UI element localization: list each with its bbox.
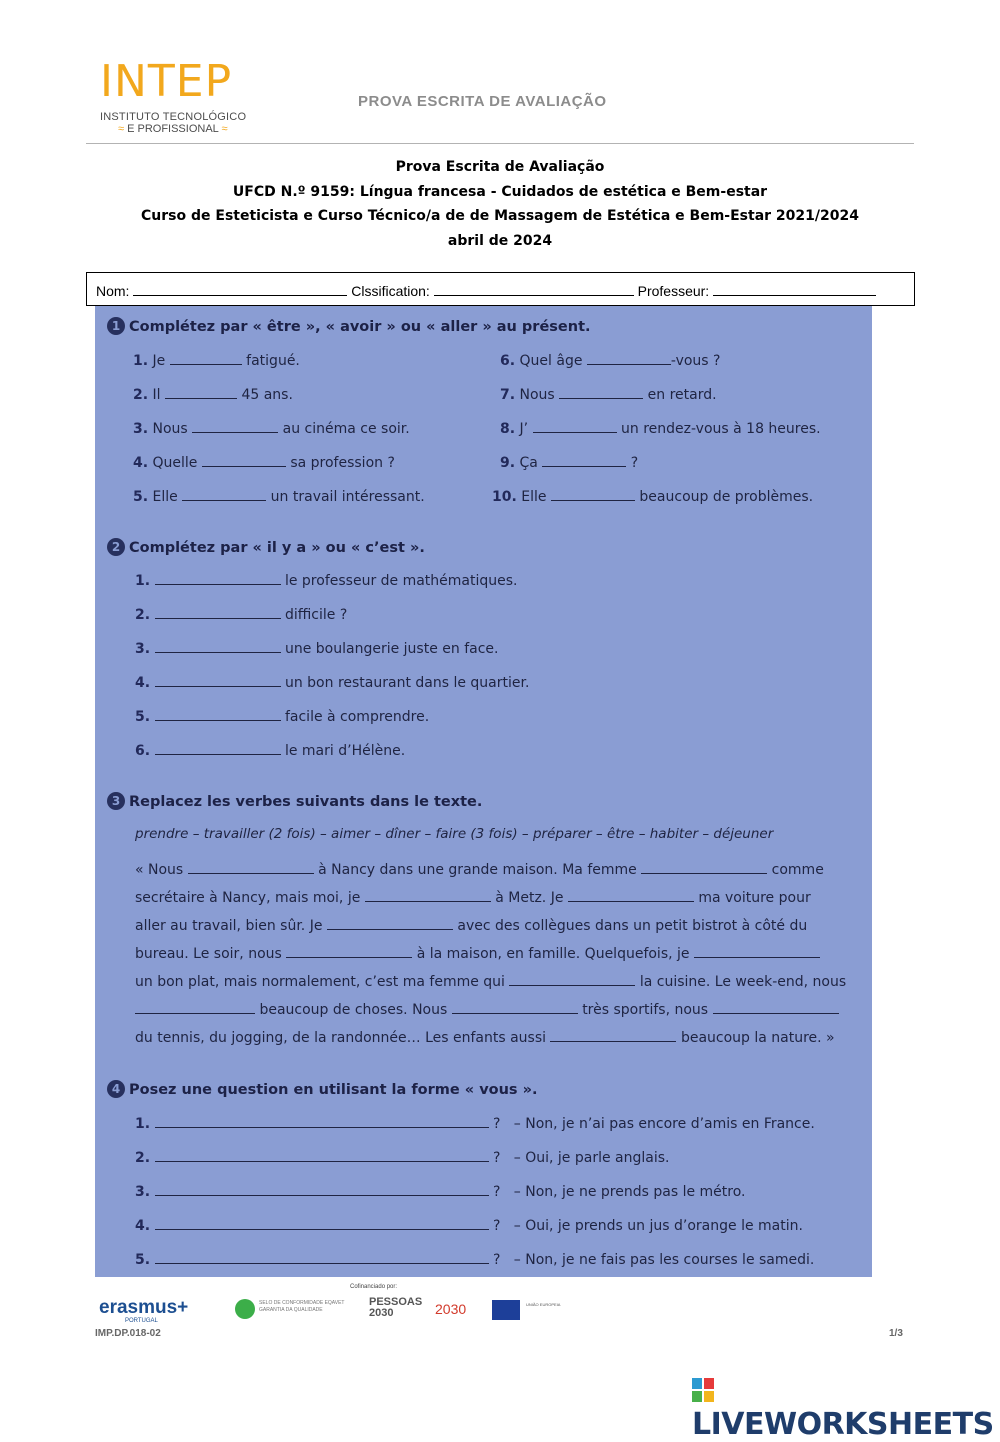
ex4-item-5: 5. ? – Non, je ne fais pas les courses le samedi. — [135, 1252, 815, 1268]
ex4-item-2: 2. ? – Oui, je parle anglais. — [135, 1150, 670, 1166]
student-info-box — [86, 272, 915, 306]
ex3-line-3: aller au travail, bien sûr. Je avec des collègues dans un petit bistrot à côté du — [135, 918, 808, 934]
ex3-blank-7[interactable] — [694, 946, 820, 958]
erasmus-subtitle: PORTUGAL — [125, 1318, 158, 1324]
ex3-blank-12[interactable] — [550, 1030, 676, 1042]
ex2-item-2: 2. difficile ? — [135, 607, 348, 623]
exercise-3-badge: 3 — [107, 792, 125, 810]
ex3-line-1: « Nous à Nancy dans une grande maison. Ma femme comme — [135, 862, 824, 878]
funding-logos — [95, 1284, 565, 1334]
ex3-blank-11[interactable] — [713, 1002, 839, 1014]
eu-text: UNIÃO EUROPEIA — [526, 1302, 561, 1307]
exercise-1-badge: 1 — [107, 317, 125, 335]
document-code: IMP.DP.018-02 — [95, 1328, 161, 1339]
liveworksheets-text: LIVEWORKSHEETS — [692, 1407, 994, 1442]
nom-field[interactable] — [133, 284, 347, 296]
ex2-answer-3[interactable] — [155, 641, 281, 653]
ex3-line-5: un bon plat, mais normalement, c’est ma femme qui la cuisine. Le week-end, nous — [135, 974, 847, 990]
ex2-answer-1[interactable] — [155, 573, 281, 585]
cofinanced-label: Cofinanciado por: — [350, 1284, 398, 1290]
ex1-item-7: 7. Nous en retard. — [500, 387, 717, 403]
ex3-blank-3[interactable] — [365, 890, 491, 902]
title-line-4: abril de 2024 — [447, 232, 553, 249]
logo-subtitle-line1: INSTITUTO TECNOLÓGICO — [100, 111, 247, 123]
ex2-item-6: 6. le mari d’Hélène. — [135, 743, 406, 759]
ex3-blank-1[interactable] — [188, 862, 314, 874]
ex1-item-2: 2. Il 45 ans. — [133, 387, 293, 403]
header-divider — [86, 143, 914, 144]
eqavet-check-icon — [235, 1299, 255, 1319]
ex1-answer-4[interactable] — [202, 455, 286, 467]
logo-wordmark: INTEP — [100, 56, 233, 107]
exercise-3-verb-list: prendre – travailler (2 fois) – aimer – dîner – faire (3 fois) – préparer – être – habiter – déjeuner — [135, 826, 774, 842]
logo-subtitle-line2: E PROFISSIONAL — [127, 123, 219, 135]
ex2-item-4: 4. un bon restaurant dans le quartier. — [135, 675, 530, 691]
exercise-4-title — [107, 1080, 537, 1098]
ex1-answer-10[interactable] — [551, 489, 635, 501]
title-line-2: UFCD N.º 9159: Língua francesa - Cuidados de estética e Bem-estar — [232, 183, 768, 200]
ex3-blank-5[interactable] — [327, 918, 453, 930]
exercise-4-badge: 4 — [107, 1080, 125, 1098]
ex2-answer-4[interactable] — [155, 675, 281, 687]
ex1-item-6: 6. Quel âge -vous ? — [500, 353, 721, 369]
logo-subtitle-line2-wrap — [100, 123, 270, 135]
ex3-blank-2[interactable] — [641, 862, 767, 874]
ex1-answer-1[interactable] — [170, 353, 242, 365]
erasmus-logo: erasmus+ — [99, 1297, 189, 1318]
ex1-answer-9[interactable] — [542, 455, 626, 467]
ex4-item-1: 1. ? – Non, je n’ai pas encore d’amis en France. — [135, 1116, 815, 1132]
liveworksheets-watermark — [692, 1372, 1000, 1442]
ex2-answer-6[interactable] — [155, 743, 281, 755]
title-line-1: Prova Escrita de Avaliação — [395, 159, 605, 175]
ex4-item-3: 3. ? – Non, je ne prends pas le métro. — [135, 1184, 746, 1200]
ex1-item-8: 8. J’ un rendez-vous à 18 heures. — [500, 421, 821, 437]
ex1-answer-5[interactable] — [182, 489, 266, 501]
ex1-answer-6[interactable] — [587, 353, 671, 365]
ex1-item-3: 3. Nous au cinéma ce soir. — [133, 421, 410, 437]
page-number: 1/3 — [889, 1328, 903, 1339]
liveworksheets-icon — [692, 1378, 714, 1402]
ex4-question-1[interactable] — [155, 1116, 489, 1128]
ex3-blank-8[interactable] — [509, 974, 635, 986]
ex2-answer-2[interactable] — [155, 607, 281, 619]
ex1-item-1: 1. Je fatigué. — [133, 353, 300, 369]
title-line-3: Curso de Esteticista e Curso Técnico/a de de Massagem de Estética e Bem-Estar 2021/2024 — [141, 208, 859, 224]
ex1-answer-3[interactable] — [192, 421, 278, 433]
ex1-answer-2[interactable] — [165, 387, 237, 399]
ex2-item-5: 5. facile à comprendre. — [135, 709, 430, 725]
ex4-question-2[interactable] — [155, 1150, 489, 1162]
ex4-question-4[interactable] — [155, 1218, 489, 1230]
exercise-1-title — [107, 317, 591, 335]
ex3-blank-10[interactable] — [452, 1002, 578, 1014]
ex1-item-10: 10. Elle beaucoup de problèmes. — [492, 489, 814, 505]
eqavet-text: SELO DE CONFORMIDADE EQAVET GARANTIA DA QUALIDADE — [259, 1300, 345, 1313]
exercise-3-title — [107, 792, 482, 810]
ex4-question-3[interactable] — [155, 1184, 489, 1196]
header-title: PROVA ESCRITA DE AVALIAÇÃO — [358, 93, 607, 110]
ex1-answer-7[interactable] — [559, 387, 643, 399]
professeur-label: Professeur: — [637, 283, 710, 299]
ex2-item-3: 3. une boulangerie juste en face. — [135, 641, 499, 657]
ex3-line-4: bureau. Le soir, nous à la maison, en famille. Quelquefois, je — [135, 946, 820, 962]
ex3-blank-6[interactable] — [286, 946, 412, 958]
portugal-2030-logo: 2030 — [435, 1301, 467, 1317]
ex2-answer-5[interactable] — [155, 709, 281, 721]
ex3-blank-9[interactable] — [135, 1002, 255, 1014]
ex1-item-5: 5. Elle un travail intéressant. — [133, 489, 425, 505]
wave-icon: ≈ — [118, 123, 128, 135]
ex4-item-4: 4. ? – Oui, je prends un jus d’orange le matin. — [135, 1218, 803, 1234]
professeur-field[interactable] — [713, 284, 876, 296]
ex3-line-6: beaucoup de choses. Nous très sportifs, nous — [135, 1002, 839, 1018]
exercise-1-title-text: Complétez par « être », « avoir » ou « aller » au présent. — [129, 319, 591, 335]
exercise-3-title-text: Replacez les verbes suivants dans le texte. — [129, 794, 483, 810]
exercise-4-title-text: Posez une question en utilisant la forme « vous ». — [129, 1082, 538, 1098]
ex1-item-4: 4. Quelle sa profession ? — [133, 455, 395, 471]
classification-label: Clssification: — [351, 283, 430, 299]
wave-icon: ≈ — [218, 123, 228, 135]
title-block — [0, 155, 1000, 253]
ex2-item-1: 1. le professeur de mathématiques. — [135, 573, 518, 589]
classification-field[interactable] — [434, 284, 634, 296]
nom-label: Nom: — [96, 283, 130, 299]
ex1-item-9: 9. Ça ? — [500, 455, 639, 471]
ex3-line-2: secrétaire à Nancy, mais moi, je à Metz. Je ma voiture pour — [135, 890, 811, 906]
eu-flag-icon — [492, 1300, 520, 1320]
exercise-scan — [95, 306, 872, 1277]
pessoas-2030-logo: PESSOAS 2030 — [369, 1296, 423, 1319]
ex4-question-5[interactable] — [155, 1252, 489, 1264]
exercise-2-title — [107, 538, 425, 556]
ex3-blank-4[interactable] — [568, 890, 694, 902]
intep-logo — [100, 56, 270, 142]
ex1-answer-8[interactable] — [533, 421, 617, 433]
ex3-line-7: du tennis, du jogging, de la randonnée… Les enfants aussi beaucoup la nature. » — [135, 1030, 835, 1046]
exercise-2-title-text: Complétez par « il y a » ou « c’est ». — [129, 540, 425, 556]
exercise-2-badge: 2 — [107, 538, 125, 556]
